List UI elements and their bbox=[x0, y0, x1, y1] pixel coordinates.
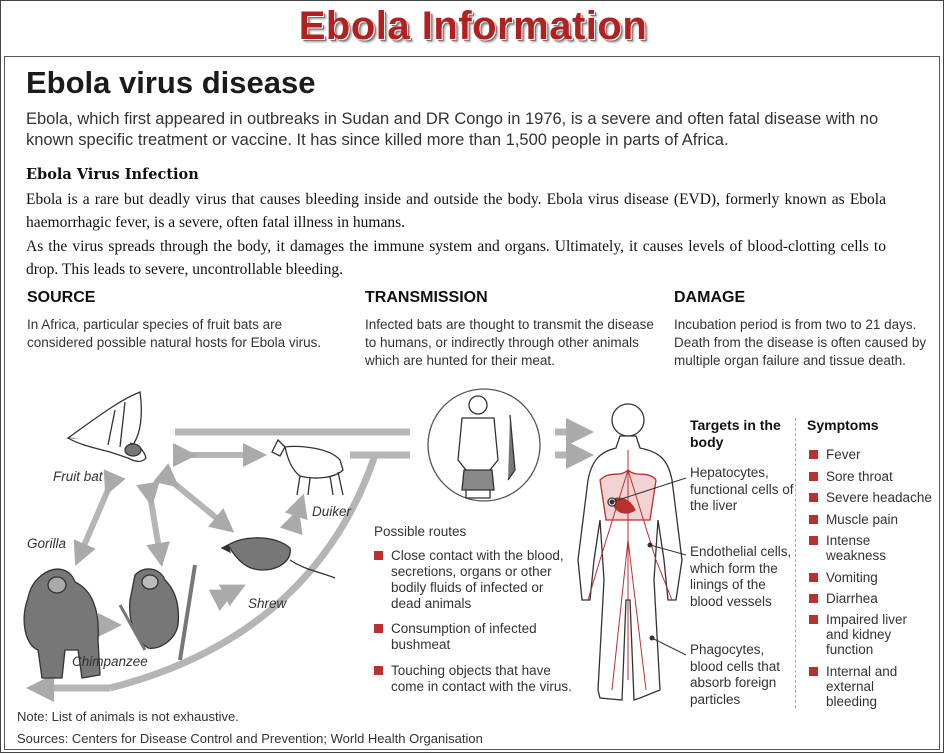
duiker-label: Duiker bbox=[312, 504, 352, 519]
symptom-item: Fever bbox=[809, 447, 939, 462]
sources-credit: Sources: Centers for Disease Control and Prevention; World Health Organisation bbox=[17, 731, 483, 746]
route-item: Close contact with the blood, secretions, organs or other bodily fluids of infected or dead animals bbox=[374, 548, 574, 612]
bullet-square-icon bbox=[809, 594, 818, 603]
damage-text: Incubation period is from two to 21 days. Death from the disease is often caused by multiple organ failure and tissue death. bbox=[674, 317, 927, 368]
banner-title: Ebola Information bbox=[298, 4, 648, 48]
bullet-square-icon bbox=[809, 536, 818, 545]
symptom-item: Diarrhea bbox=[809, 591, 939, 606]
symptom-item: Muscle pain bbox=[809, 512, 939, 527]
target-item: Phagocytes, blood cells that absorb foreign particles bbox=[690, 642, 781, 707]
bullet-square-icon bbox=[809, 573, 818, 582]
route-item: Touching objects that have come in contact with the virus. bbox=[374, 663, 574, 695]
bullet-square-icon bbox=[809, 450, 818, 459]
infection-paragraph-1: Ebola is a rare but deadly virus that causes bleeding inside and outside the body. Ebola virus disease (EVD), formerly known as Ebola haemorrhagic fever, is a severe, often fatal illness in humans. bbox=[26, 191, 886, 231]
bullet-square-icon bbox=[374, 624, 383, 633]
human-body-illustration bbox=[578, 404, 682, 700]
damage-heading: DAMAGE bbox=[674, 289, 746, 306]
symptoms-heading: Symptoms bbox=[807, 417, 879, 433]
infection-title: Ebola Virus Infection bbox=[26, 166, 199, 183]
transmission-text: Infected bats are thought to transmit the disease to humans, or indirectly through other animals which are hunted for their meat. bbox=[365, 317, 654, 368]
shrew-label: Shrew bbox=[248, 596, 287, 611]
routes-title: Possible routes bbox=[374, 524, 467, 539]
footnote: Note: List of animals is not exhaustive. bbox=[17, 709, 239, 724]
bullet-square-icon bbox=[809, 667, 818, 676]
chimpanzee-illustration bbox=[120, 565, 195, 660]
symptom-item: Intense weakness bbox=[809, 533, 909, 563]
symptom-item: Severe headache bbox=[809, 490, 939, 505]
source-heading: SOURCE bbox=[27, 289, 96, 306]
bullet-square-icon bbox=[809, 472, 818, 481]
bullet-square-icon bbox=[809, 515, 818, 524]
symptom-item: Sore throat bbox=[809, 469, 939, 484]
column-divider bbox=[795, 418, 796, 708]
infection-paragraph-2: As the virus spreads through the body, it damages the immune system and organs. Ultimately, it causes levels of blood-clotting cells to drop. This leads to severe, uncontrollable bleeding. bbox=[26, 238, 886, 278]
route-item: Consumption of infected bushmeat bbox=[374, 621, 574, 653]
targets-heading: Targets in the body bbox=[690, 417, 781, 450]
duiker-illustration bbox=[272, 440, 343, 495]
hunter-illustration bbox=[428, 389, 540, 501]
target-item: Endothelial cells, which form the linings of the blood vessels bbox=[690, 544, 792, 609]
bullet-square-icon bbox=[809, 493, 818, 502]
fruit-bat-label: Fruit bat bbox=[53, 469, 103, 484]
intro-text: Ebola, which first appeared in outbreaks in Sudan and DR Congo in 1976, is a severe and often fatal disease with no known specific treatment or vaccine. It has since killed more than 1,500 people in parts of Africa. bbox=[26, 110, 879, 149]
bullet-square-icon bbox=[374, 666, 383, 675]
symptom-item: Internal and external bleeding bbox=[809, 664, 909, 709]
gorilla-label: Gorilla bbox=[27, 536, 67, 551]
symptom-item: Impaired liver and kidney function bbox=[809, 612, 914, 657]
fruit-bat-illustration bbox=[68, 392, 146, 461]
target-item: Hepatocytes, functional cells of the liver bbox=[690, 465, 794, 513]
transmission-heading: TRANSMISSION bbox=[365, 289, 488, 306]
chimpanzee-label: Chimpanzee bbox=[72, 654, 148, 669]
main-title: Ebola virus disease bbox=[26, 65, 316, 100]
symptom-item: Vomiting bbox=[809, 570, 939, 585]
source-text: In Africa, particular species of fruit bats are considered possible natural hosts for Ebola virus. bbox=[27, 317, 322, 350]
bullet-square-icon bbox=[374, 551, 383, 560]
bullet-square-icon bbox=[809, 615, 818, 624]
